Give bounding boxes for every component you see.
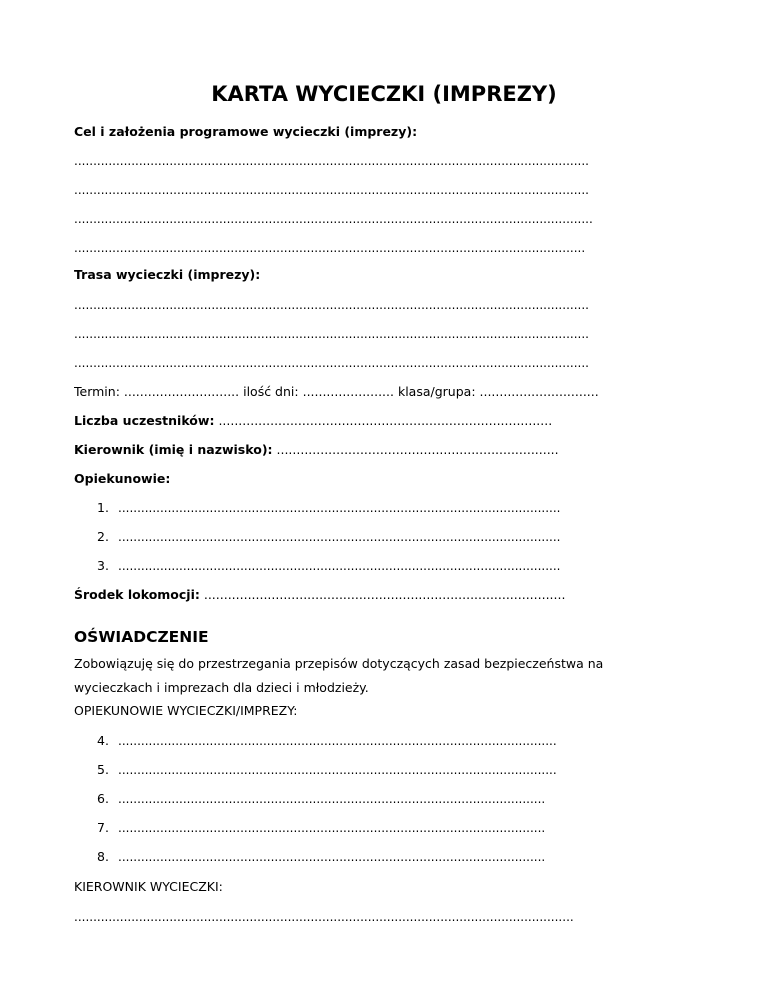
guardian-dots-2: ....................................................................................................................	[118, 530, 561, 544]
guardians-sign-label: OPIEKUNOWIE WYCIECZKI/IMPREZY:	[74, 703, 298, 718]
guardian-sign-number-6: 6.	[97, 791, 109, 806]
transport-line	[74, 587, 565, 603]
declaration-text-2: wycieczkach i imprezach dla dzieci i młodzieży.	[74, 680, 369, 695]
leader-sign-dots: ...................................................................................................................................	[74, 910, 574, 924]
guardian-sign-number-8: 8.	[97, 849, 109, 864]
class-dots: ..............................	[479, 384, 599, 399]
goals-line-2: .......................................................................................................................................	[74, 183, 589, 197]
term-dots: .............................	[123, 384, 240, 399]
leader-sign-label: KIEROWNIK WYCIECZKI:	[74, 879, 223, 894]
goals-line-4: ......................................................................................................................................	[74, 241, 586, 255]
declaration-heading: OŚWIADCZENIE	[74, 628, 209, 646]
route-line-2: .......................................................................................................................................	[74, 327, 589, 341]
route-line-1: .......................................................................................................................................	[74, 298, 589, 312]
guardian-sign-dots-8: ................................................................................................................	[118, 850, 546, 864]
route-label: Trasa wycieczki (imprezy):	[74, 267, 261, 282]
guardian-dots-1: ....................................................................................................................	[118, 501, 561, 515]
term-label: Termin:	[74, 384, 120, 399]
declaration-text-1: Zobowiązuję się do przestrzegania przepisów dotyczących zasad bezpieczeństwa na	[74, 656, 604, 671]
goals-label: Cel i założenia programowe wycieczki (imprezy):	[74, 124, 418, 139]
guardian-number-1: 1.	[97, 500, 109, 515]
term-line	[74, 384, 599, 400]
days-dots: .......................	[302, 384, 394, 399]
guardian-sign-dots-5: ...................................................................................................................	[118, 763, 557, 777]
route-line-3: .......................................................................................................................................	[74, 356, 589, 370]
transport-label: Środek lokomocji:	[74, 587, 200, 602]
participants-dots: ....................................................................................	[218, 413, 553, 428]
guardian-sign-dots-7: ................................................................................................................	[118, 821, 546, 835]
participants-label: Liczba uczestników:	[74, 413, 215, 428]
guardians-label: Opiekunowie:	[74, 471, 171, 486]
guardian-dots-3: ....................................................................................................................	[118, 559, 561, 573]
class-label: klasa/grupa:	[397, 384, 476, 399]
guardian-sign-dots-6: ................................................................................................................	[118, 792, 546, 806]
guardian-number-2: 2.	[97, 529, 109, 544]
guardian-sign-dots-4: ...................................................................................................................	[118, 734, 557, 748]
leader-dots: .......................................................................	[276, 442, 559, 457]
participants-line	[74, 413, 552, 429]
days-label: ilość dni:	[243, 384, 299, 399]
leader-label: Kierownik (imię i nazwisko):	[74, 442, 273, 457]
guardian-number-3: 3.	[97, 558, 109, 573]
guardian-sign-number-7: 7.	[97, 820, 109, 835]
document-title: KARTA WYCIECZKI (IMPREZY)	[211, 82, 557, 106]
transport-dots: ...........................................................................................	[203, 587, 566, 602]
guardian-sign-number-4: 4.	[97, 733, 109, 748]
goals-line-1: .......................................................................................................................................	[74, 154, 589, 168]
goals-line-3: ........................................................................................................................................	[74, 212, 593, 226]
leader-line	[74, 442, 559, 458]
guardian-sign-number-5: 5.	[97, 762, 109, 777]
